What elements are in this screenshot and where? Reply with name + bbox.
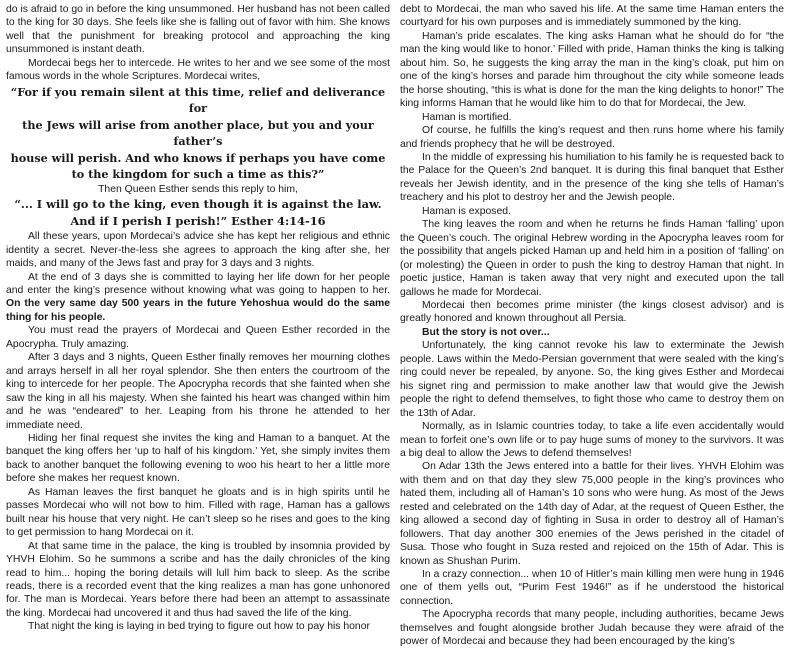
quote-line: the Jews will arise from another place, but you and your father’s [22,117,374,149]
paragraph [6,271,390,325]
quote-line: And if I perish I perish!” Esther 4:14-16 [70,214,326,229]
paragraph: Mordecai begs her to intercede. He writes to her and we see some of the most famous words in the whole Scriptures. Mordecai writes, [6,57,390,83]
paragraph: In a crazy connection... when 10 of Hitler’s main killing men were hung in 1946 one of them yells out, “Purim Fest 1946!” as if he understood the historical connection. [400,569,784,607]
left-column [6,3,390,649]
block-quote-mordecai [6,84,390,183]
emphasis-text: On the very same day 500 years in the future Yehoshua would do the same thing for his people. [6,298,390,323]
paragraph: debt to Mordecai, the man who saved his life. At the same time Haman enters the courtyard for his own purposes and is immediately summoned by the king. [400,4,784,29]
paragraph: That night the king is laying in bed trying to figure out how to pay his honor [28,621,370,633]
paragraph: All these years, upon Mordecai’s advice she has kept her religious and ethnic identity a secret. Never-the-less she agrees to approach the king after she, her maids, and many of the Jews fast and pray for 3 days and 3 nights. [6,231,390,270]
paragraph: Hiding her final request she invites the king and Haman to a banquet. At the banquet the king offers her ‘up to half of his kingdom.’ Yet, she simply invites them back to another banquet the following evening to woo his heart to her a little more before she makes her request known. [6,432,390,485]
paragraph: The Apocrypha records that many people, including authorities, became Jews themselves and fought alongside brother Judah because they were afraid of the power of Mordecai and because they had been encouraged by the king’s [400,609,784,648]
paragraph: do is afraid to go in before the king unsummoned. Her husband has not been called to the king for 30 days. She feels like she is falling out of favor with him. She knows well that the punishment for breaking protocol and approaching the king unsummoned is instant death. [6,4,390,56]
paragraph: You must read the prayers of Mordecai and Queen Esther recorded in the Apocrypha. Truly amazing. [6,325,390,350]
paragraph: Haman’s pride escalates. The king asks Haman what he should do for “the man the king would like to honor.’ Filled with pride, Haman thinks the king is talking about him. So, he suggests the king array the man in the king’s cloak, put him on one of the king’s horses and parade him throughout the city while someone leads the horse shouting, “this is what is done for the man the king delights to honor!” The king informs Haman that he would like him to do that for Mordecai, the Jew. [400,30,784,110]
paragraph: In the middle of expressing his humiliation to his family he is requested back to the Palace for the Queen’s 2nd banquet. It is during this final banquet that Esther reveals her Jewish identity, and in the presence of the king she tells of Haman’s treachery and his plot to destroy her and the Jewish people. [400,151,784,204]
quote-line: “For if you remain silent at this time, relief and deliverance for [10,84,386,116]
paragraph: The king leaves the room and when he returns he finds Haman ‘falling’ upon the Queen’s couch. The original Hebrew wording in the Apocrypha leaves room for the possibility that angels picked Haman up and held him in a position of ‘falling’ on (or molesting) the Queen in order to push the king to destroy Haman that night. In poetic justice, Haman is taken away that very night and executed upon the tall gallows he made for Mordecai. [400,219,784,298]
section-heading: But the story is not over... [422,326,550,338]
quote-line: house will perish. And who knows if perhaps you have come [10,150,386,165]
paragraph: Mordecai then becomes prime minister (the kings closest advisor) and is greatly honored and known throughout all Persia. [400,299,784,325]
right-column [400,3,784,649]
paragraph: Normally, as in Islamic countries today, to take a life even accidentally would mean to forfeit one’s own life or to pay huge sums of money to the survivors. It was a big deal to allow the Jews to defend themselves! [400,421,784,459]
block-quote-esther [6,196,390,230]
paragraph-text: At the end of 3 days she is committed to laying her life down for her people and enter the king’s presence without knowing what was going to happen to her. [6,271,390,296]
reply-intro: Then Queen Esther sends this reply to him, [98,183,298,195]
paragraph: Haman is exposed. [422,205,511,217]
paragraph: Of course, he fulfills the king’s request and then runs home where his family and friends prophecy that he will be destroyed. [400,125,784,150]
quote-line: to the kingdom for such a time as this?” [71,167,325,182]
paragraph: At that same time in the palace, the king is troubled by insomnia provided by YHVH Elohim. So he summons a scribe and has the daily chronicles of the king read to him... hoping the boring details will lull him back to sleep. As the scribe reads, there is a recorded event that the king realizes a man has gone unhonored for. The man is Mordecai. Years before there had been an attempt to assassinate the king. Mordecai had uncovered it and thus had saved the life of the king. [6,540,390,619]
paragraph: Unfortunately, the king cannot revoke his law to exterminate the Jewish people. Laws within the Medo-Persian government that were sealed with the king’s ring could never be repealed, by anyone. So, the king gives Esther and Mordecai his signet ring and permission to make another law that would give the Jewish people the right to defend themselves, to fight those who came to destroy them on the 13th of Adar. [400,340,784,419]
paragraph: On Adar 13th the Jews entered into a battle for their lives. YHVH Elohim was with them and on that day they slew 75,000 people in the king’s provinces who hated them, including all of Haman’s 10 sons who were hung. As most of the Jews rested and celebrated on the 14th day of Adar, at the request of Queen Esther, the king allowed a second day of fighting in Susa in order to destroy all of Haman’s followers. That day another 300 enemies of the Jews perished in the citadel of Susa. Those who fought in Suza rested and rejoiced on the 15th of Adar. This is known as Shushan Purim. [400,461,784,567]
paragraph: As Haman leaves the first banquet he gloats and is in high spirits until he passes Mordecai who will not bow to him. Filled with rage, Haman has a gallows built near his house that very night. He can’t sleep so he rises and goes to the king to get permission to hang Mordecai on it. [6,486,390,539]
paragraph: After 3 days and 3 nights, Queen Esther finally removes her mourning clothes and arrays herself in all her royal splendor. She then enters the courtroom of the king to intercede for her people. The Apocrypha records that she fainted when she saw the king in all his majesty. When she fainted his heart was changed within him and he was “endeared” to her. Leaping from his throne he attended to her immediate need. [6,352,390,431]
quote-line: “... I will go to the king, even though it is against the law. [14,197,382,212]
paragraph: Haman is mortified. [422,111,512,123]
